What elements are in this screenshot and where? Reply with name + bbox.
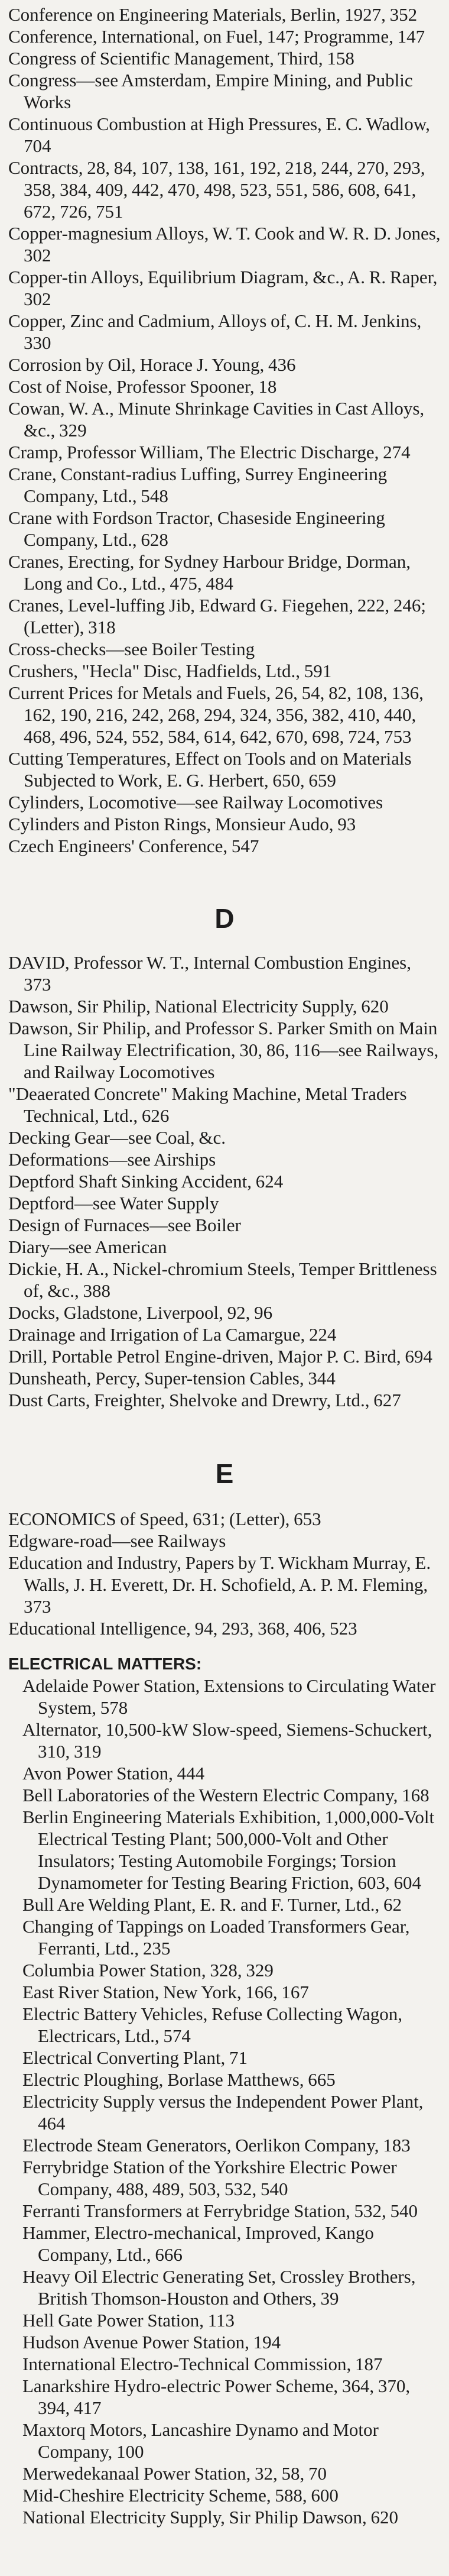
section-letter-e: E <box>215 1458 234 1489</box>
index-entry: Crane, Constant-radius Luffing, Surrey Engineering Company, Ltd., 548 <box>8 464 388 506</box>
index-entry: Cramp, Professor William, The Electric Discharge, 274 <box>8 442 411 462</box>
index-entry: Contracts, 28, 84, 107, 138, 161, 192, 218, 244, 270, 293, 358, 384, 409, 442, 470, 498, 523, 551, 586, 608, 641, 672, 726, 751 <box>8 157 425 222</box>
index-entry: Cylinders and Piston Rings, Monsieur Audo, 93 <box>8 814 356 834</box>
index-entry: Electricity Supply versus the Independent Power Plant, 464 <box>22 2091 424 2134</box>
index-entry: Deformations—see Airships <box>8 1149 216 1170</box>
index-entry: Electric Ploughing, Borlase Matthews, 665 <box>22 2069 336 2090</box>
index-entry: Changing of Tappings on Loaded Transformers Gear, Ferranti, Ltd., 235 <box>22 1916 410 1959</box>
index-entry: Hudson Avenue Power Station, 194 <box>22 2332 281 2352</box>
index-entry: Education and Industry, Papers by T. Wickham Murray, E. Walls, J. H. Everett, Dr. H. Schofield, A. P. M. Fleming, 373 <box>8 1552 431 1617</box>
index-entry: Cross-checks—see Boiler Testing <box>8 639 255 659</box>
index-entry: Avon Power Station, 444 <box>22 1763 205 1784</box>
index-entry: Current Prices for Metals and Fuels, 26, 54, 82, 108, 136, 162, 190, 216, 242, 268, 294, 324, 356, 382, 410, 440, 468, 496, 524, 552, 584, 614, 642, 670, 698, 724, 753 <box>8 682 424 747</box>
index-entry: Copper-tin Alloys, Equilibrium Diagram, &c., A. R. Raper, 302 <box>8 267 438 309</box>
index-entry: Mid-Cheshire Electricity Scheme, 588, 600 <box>22 2485 339 2506</box>
index-entry: Heavy Oil Electric Generating Set, Crossley Brothers, British Thomson-Houston and Others, 39 <box>22 2266 416 2309</box>
index-entry: Cranes, Level-luffing Jib, Edward G. Fiegehen, 222, 246; (Letter), 318 <box>8 595 426 637</box>
index-entry: Dickie, H. A., Nickel-chromium Steels, Temper Brittleness of, &c., 388 <box>8 1258 437 1301</box>
index-entry: East River Station, New York, 166, 167 <box>22 1982 309 2002</box>
index-entry: ECONOMICS of Speed, 631; (Letter), 653 <box>8 1509 321 1529</box>
index-entry: Design of Furnaces—see Boiler <box>8 1215 241 1235</box>
index-entry: DAVID, Professor W. T., Internal Combustion Engines, 373 <box>8 952 411 995</box>
index-entry: Congress of Scientific Management, Third, 158 <box>8 48 354 69</box>
index-entry: Merwedekanaal Power Station, 32, 58, 70 <box>22 2463 327 2484</box>
index-entry: Drill, Portable Petrol Engine-driven, Major P. C. Bird, 694 <box>8 1346 432 1367</box>
index-section-e <box>8 1508 441 1639</box>
index-entry: Lanarkshire Hydro-electric Power Scheme, 364, 370, 394, 417 <box>22 2376 411 2418</box>
index-entry: Corrosion by Oil, Horace J. Young, 436 <box>8 354 296 375</box>
index-entry: International Electro-Technical Commission, 187 <box>22 2354 383 2374</box>
index-entry: Electric Battery Vehicles, Refuse Collecting Wagon, Electricars, Ltd., 574 <box>22 2004 403 2046</box>
index-entry: Continuous Combustion at High Pressures, E. C. Wadlow, 704 <box>8 114 430 156</box>
index-entry: Hammer, Electro-mechanical, Improved, Kango Company, Ltd., 666 <box>22 2222 374 2265</box>
index-section-c <box>8 4 441 857</box>
index-section-electrical <box>8 1675 441 2528</box>
index-entry: Conference on Engineering Materials, Berlin, 1927, 352 <box>8 4 418 25</box>
index-entry: Ferrybridge Station of the Yorkshire Electric Power Company, 488, 489, 503, 532, 540 <box>22 2157 397 2199</box>
index-entry: Electrode Steam Generators, Oerlikon Company, 183 <box>22 2135 411 2156</box>
index-entry: Cylinders, Locomotive—see Railway Locomotives <box>8 792 383 813</box>
index-entry: Cutting Temperatures, Effect on Tools and on Materials Subjected to Work, E. G. Herbert, 650, 659 <box>8 748 412 791</box>
index-entry: "Deaerated Concrete" Making Machine, Metal Traders Technical, Ltd., 626 <box>8 1083 407 1126</box>
index-entry: Drainage and Irrigation of La Camargue, 224 <box>8 1324 337 1345</box>
index-entry: Docks, Gladstone, Liverpool, 92, 96 <box>8 1302 273 1323</box>
index-entry: Cowan, W. A., Minute Shrinkage Cavities in Cast Alloys, &c., 329 <box>8 398 425 441</box>
index-entry: Educational Intelligence, 94, 293, 368, 406, 523 <box>8 1618 357 1639</box>
section-letter-d: D <box>214 903 235 934</box>
index-entry: Alternator, 10,500-kW Slow-speed, Siemens-Schuckert, 310, 319 <box>22 1719 432 1762</box>
index-entry: Deptford—see Water Supply <box>8 1193 219 1213</box>
index-entry: Cost of Noise, Professor Spooner, 18 <box>8 376 277 397</box>
index-entry: Conference, International, on Fuel, 147; Programme, 147 <box>8 26 425 47</box>
index-entry: Ferranti Transformers at Ferrybridge Station, 532, 540 <box>22 2200 418 2221</box>
index-entry: Deptford Shaft Sinking Accident, 624 <box>8 1171 284 1192</box>
index-entry: Decking Gear—see Coal, &c. <box>8 1127 226 1148</box>
index-entry: Dawson, Sir Philip, and Professor S. Parker Smith on Main Line Railway Electrification, 30, 86, 116—see Railways, and Railway Locomotives <box>8 1018 439 1082</box>
index-entry: Columbia Power Station, 328, 329 <box>22 1960 274 1980</box>
index-entry: Crushers, "Hecla" Disc, Hadfields, Ltd., 591 <box>8 661 332 681</box>
index-entry: Bull Are Welding Plant, E. R. and F. Turner, Ltd., 62 <box>22 1894 402 1915</box>
index-entry: Diary—see American <box>8 1237 167 1257</box>
index-entry: Copper-magnesium Alloys, W. T. Cook and W. R. D. Jones, 302 <box>8 223 441 266</box>
index-entry: Edgware-road—see Railways <box>8 1530 226 1551</box>
index-entry: Hell Gate Power Station, 113 <box>22 2310 235 2331</box>
index-entry: Bell Laboratories of the Western Electric Company, 168 <box>22 1785 430 1805</box>
index-entry: Cranes, Erecting, for Sydney Harbour Bridge, Dorman, Long and Co., Ltd., 475, 484 <box>8 551 411 594</box>
index-entry: Dawson, Sir Philip, National Electricity Supply, 620 <box>8 996 389 1017</box>
electrical-matters-heading: ELECTRICAL MATTERS: <box>8 1655 202 1673</box>
index-entry: National Electricity Supply, Sir Philip Dawson, 620 <box>22 2507 399 2528</box>
index-entry: Crane with Fordson Tractor, Chaseside Engineering Company, Ltd., 628 <box>8 507 385 550</box>
index-entry: Adelaide Power Station, Extensions to Circulating Water System, 578 <box>22 1675 436 1718</box>
index-entry: Electrical Converting Plant, 71 <box>22 2047 248 2068</box>
index-entry: Berlin Engineering Materials Exhibition, 1,000,000-Volt Electrical Testing Plant; 500,000-Volt and Other Insulators; Testing Automobile Forgings; Torsion Dynamometer for Testing Bearing Friction, 603, 604 <box>22 1807 435 1893</box>
index-entry: Copper, Zinc and Cadmium, Alloys of, C. H. M. Jenkins, 330 <box>8 310 422 353</box>
index-section-d <box>8 952 441 1411</box>
index-entry: Dust Carts, Freighter, Shelvoke and Drewry, Ltd., 627 <box>8 1390 401 1410</box>
index-entry: Dunsheath, Percy, Super-tension Cables, 344 <box>8 1368 336 1389</box>
index-entry: Czech Engineers' Conference, 547 <box>8 836 259 856</box>
index-entry: Congress—see Amsterdam, Empire Mining, and Public Works <box>8 70 413 112</box>
index-entry: Maxtorq Motors, Lancashire Dynamo and Motor Company, 100 <box>22 2419 379 2462</box>
